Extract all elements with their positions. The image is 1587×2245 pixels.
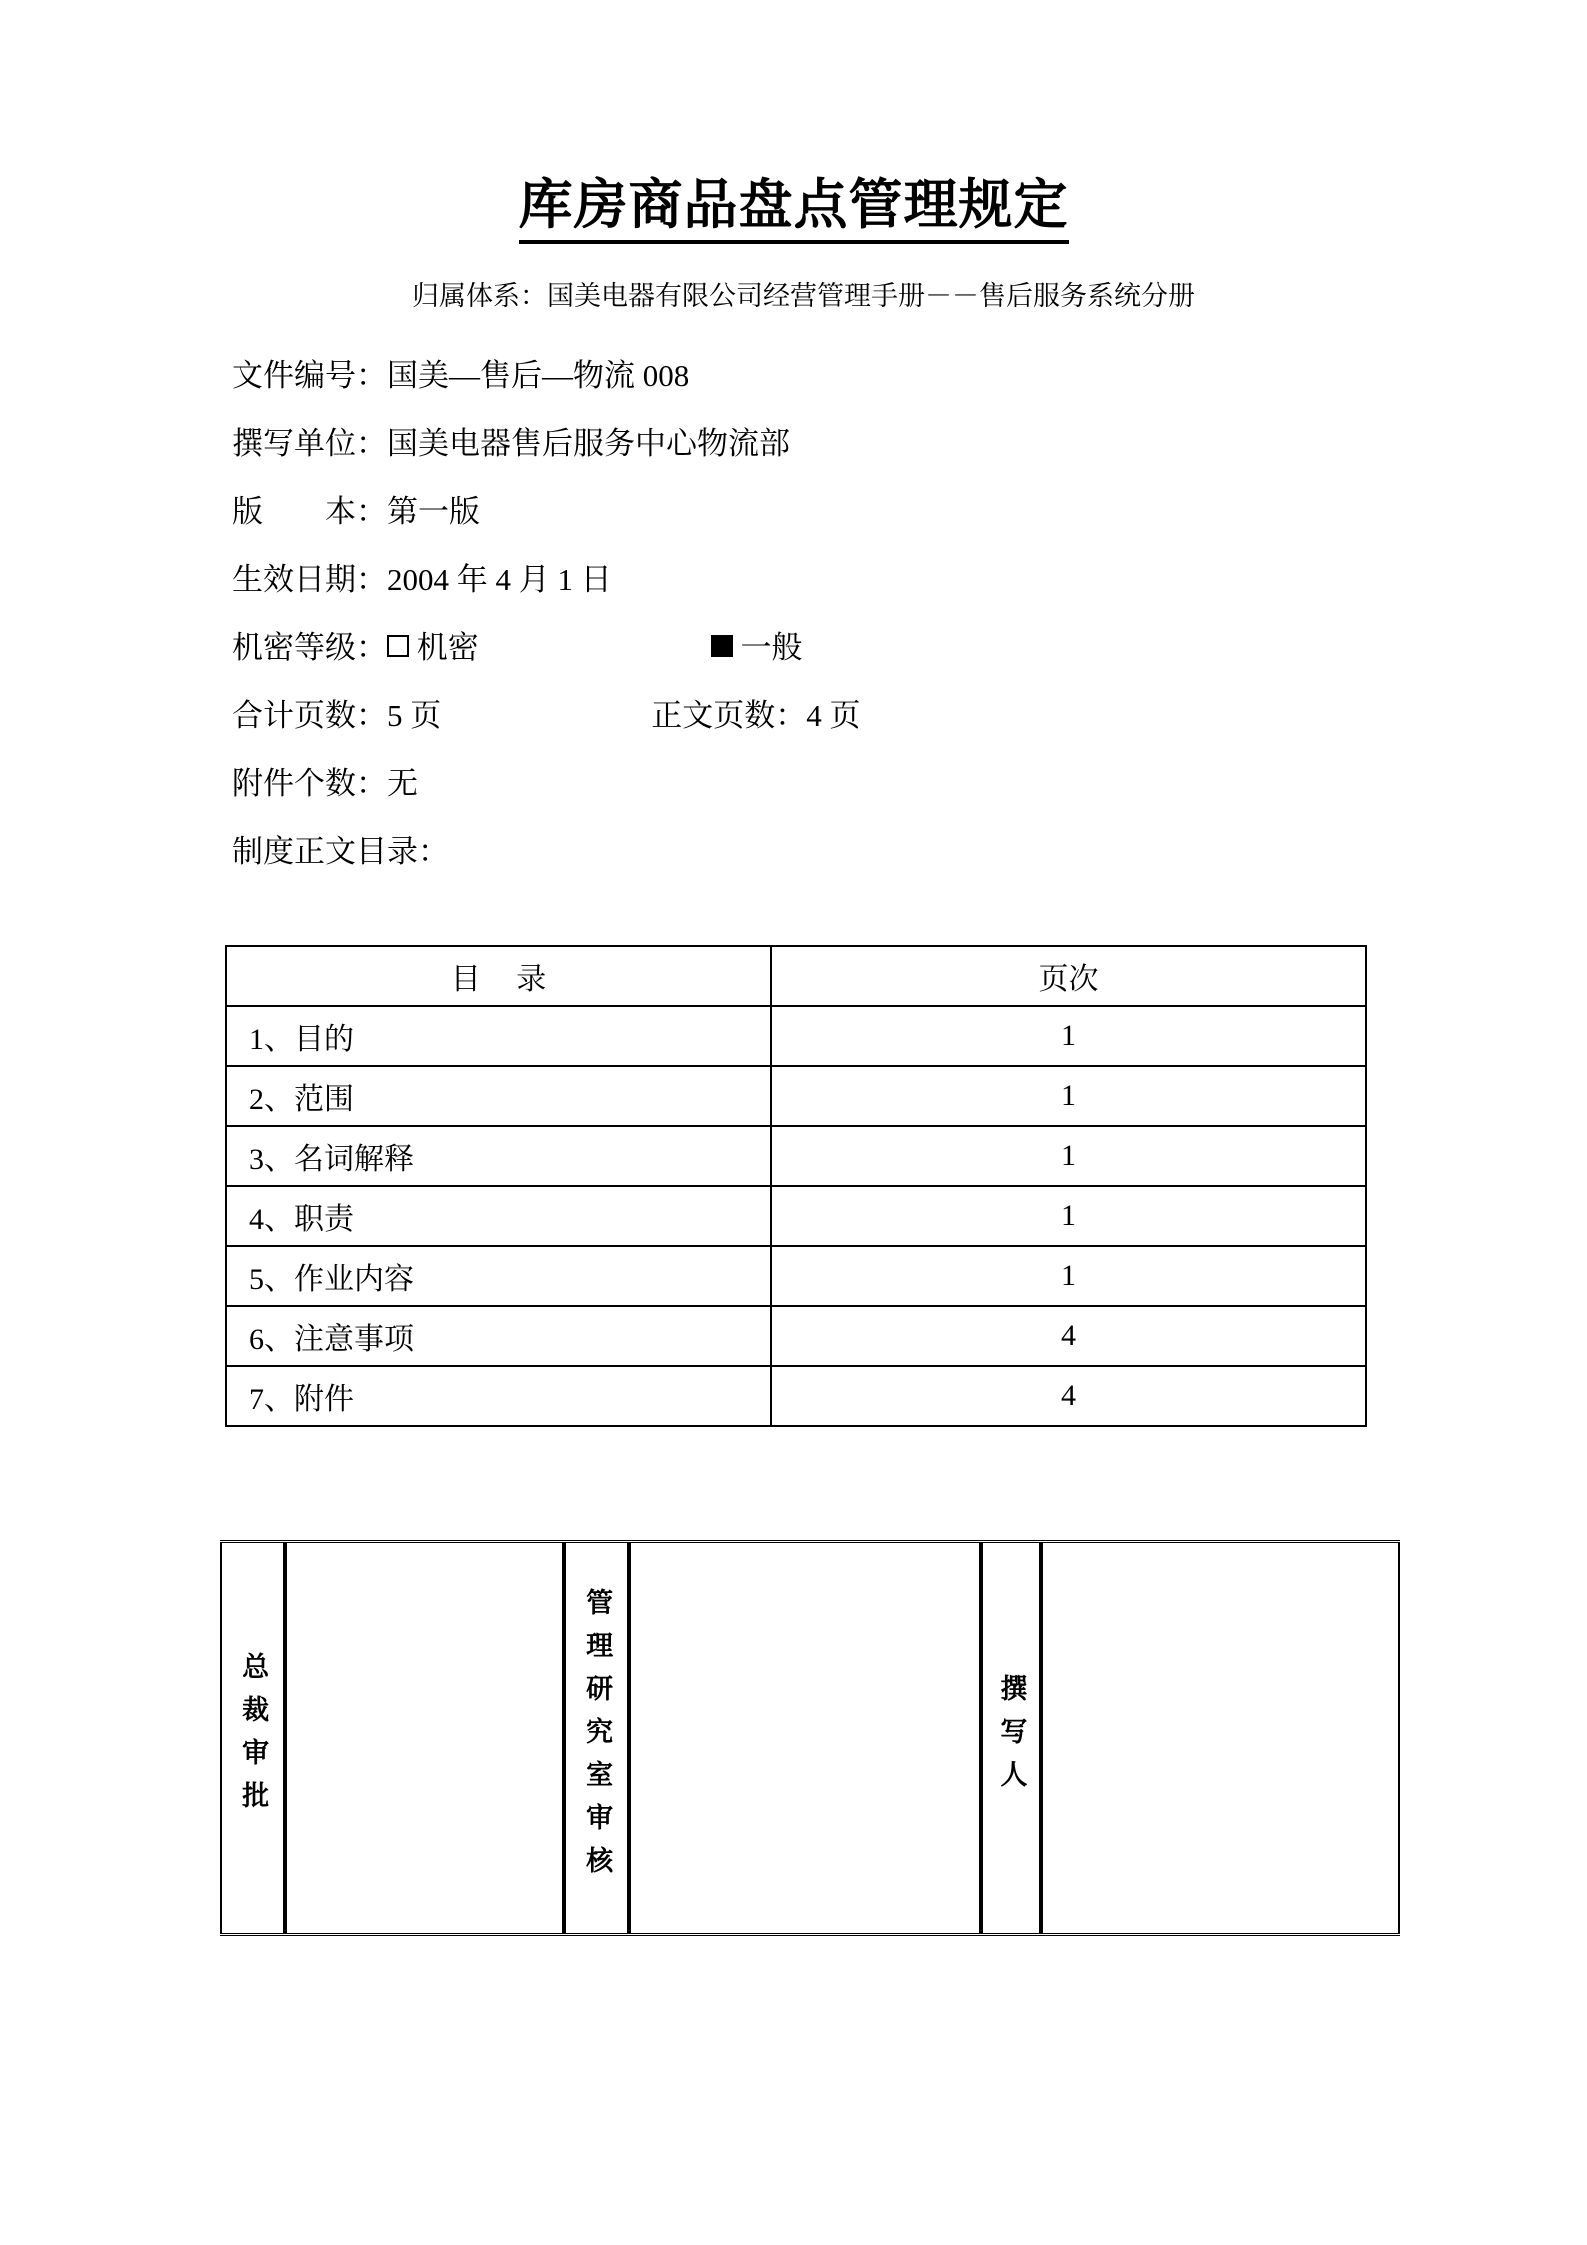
- author-label: 撰写人: [995, 1673, 1027, 1803]
- toc-table-head: [226, 946, 1366, 1006]
- toc-item-page: 1: [771, 1066, 1366, 1126]
- confidential-option-2-label: 一般: [740, 630, 803, 666]
- table-row: [226, 1306, 1366, 1366]
- president-approval-label: 总裁审批: [237, 1652, 269, 1824]
- meta-row-effective-date: [232, 546, 1587, 614]
- author-signature-field[interactable]: [1041, 1543, 1400, 1933]
- checkbox-confidential-secret[interactable]: [387, 635, 409, 657]
- meta-row-author-unit: [232, 410, 1587, 478]
- version-value: 第一版: [387, 494, 480, 530]
- toc-item-title[interactable]: 7、附件: [226, 1366, 771, 1426]
- author-unit-value: 国美电器售后服务中心物流部: [387, 426, 790, 462]
- version-label: 版 本：: [232, 494, 387, 530]
- doc-number-label: 文件编号：: [232, 358, 387, 394]
- toc-table-body: [226, 1006, 1366, 1426]
- table-of-contents: [225, 945, 1365, 1427]
- approval-signature-table: [220, 1540, 1400, 1936]
- table-row: [226, 1126, 1366, 1186]
- table-row: [226, 1006, 1366, 1066]
- toc-item-page: 1: [771, 1246, 1366, 1306]
- management-research-review-label: 管理研究室审核: [581, 1587, 613, 1889]
- meta-row-confidentiality: [232, 614, 1587, 682]
- document-subtitle: 归属体系：国美电器有限公司经营管理手册－－售后服务系统分册: [412, 281, 1195, 312]
- toc-item-title[interactable]: 1、目的: [226, 1006, 771, 1066]
- document-metadata: [0, 312, 1587, 886]
- total-pages-value: 5 页: [387, 698, 442, 734]
- table-header-row: [226, 946, 1366, 1006]
- toc-table: [225, 945, 1367, 1427]
- toc-header-title: 目 录: [226, 946, 771, 1006]
- toc-item-page: 1: [771, 1006, 1366, 1066]
- toc-item-page: 4: [771, 1366, 1366, 1426]
- confidential-option-1-label: 机密: [416, 630, 479, 666]
- meta-row-doc-number: [232, 342, 1587, 410]
- toc-item-title[interactable]: 6、注意事项: [226, 1306, 771, 1366]
- management-research-review-label-cell: [564, 1543, 629, 1933]
- management-research-review-signature-field[interactable]: [629, 1543, 980, 1933]
- meta-row-attachment-count: [232, 750, 1587, 818]
- toc-item-title[interactable]: 2、范围: [226, 1066, 771, 1126]
- page-title-text: 库房商品盘点管理规定: [519, 175, 1069, 244]
- toc-item-title[interactable]: 3、名词解释: [226, 1126, 771, 1186]
- body-pages-value: 4 页: [806, 698, 861, 734]
- signature-row: [220, 1543, 1400, 1933]
- effective-date-label: 生效日期：: [232, 562, 387, 598]
- meta-row-toc-heading: [232, 818, 1587, 886]
- attachment-count-label: 附件个数：: [232, 766, 387, 802]
- table-row: [226, 1186, 1366, 1246]
- effective-date-value: 2004 年 4 月 1 日: [387, 562, 612, 598]
- page-title: [0, 0, 1587, 244]
- signature-table: [220, 1540, 1400, 1936]
- author-label-cell: [981, 1543, 1041, 1933]
- attachment-count-value: 无: [387, 766, 418, 802]
- author-unit-label: 撰写单位：: [232, 426, 387, 462]
- table-row: [226, 1246, 1366, 1306]
- table-row: [226, 1366, 1366, 1426]
- toc-heading: 制度正文目录：: [232, 834, 449, 870]
- meta-row-page-counts: [232, 682, 1587, 750]
- toc-item-page: 1: [771, 1186, 1366, 1246]
- body-pages-label: 正文页数：: [651, 698, 807, 734]
- toc-item-page: 4: [771, 1306, 1366, 1366]
- doc-number-value: 国美—售后—物流 008: [387, 358, 690, 394]
- toc-header-page: 页次: [771, 946, 1366, 1006]
- confidentiality-label: 机密等级：: [232, 630, 387, 666]
- president-approval-signature-field[interactable]: [285, 1543, 564, 1933]
- checkbox-confidential-general[interactable]: [711, 635, 733, 657]
- toc-item-page: 1: [771, 1126, 1366, 1186]
- toc-item-title[interactable]: 5、作业内容: [226, 1246, 771, 1306]
- table-row: [226, 1066, 1366, 1126]
- toc-item-title[interactable]: 4、职责: [226, 1186, 771, 1246]
- president-approval-label-cell: [220, 1543, 285, 1933]
- total-pages-label: 合计页数：: [232, 698, 387, 734]
- meta-row-version: [232, 478, 1587, 546]
